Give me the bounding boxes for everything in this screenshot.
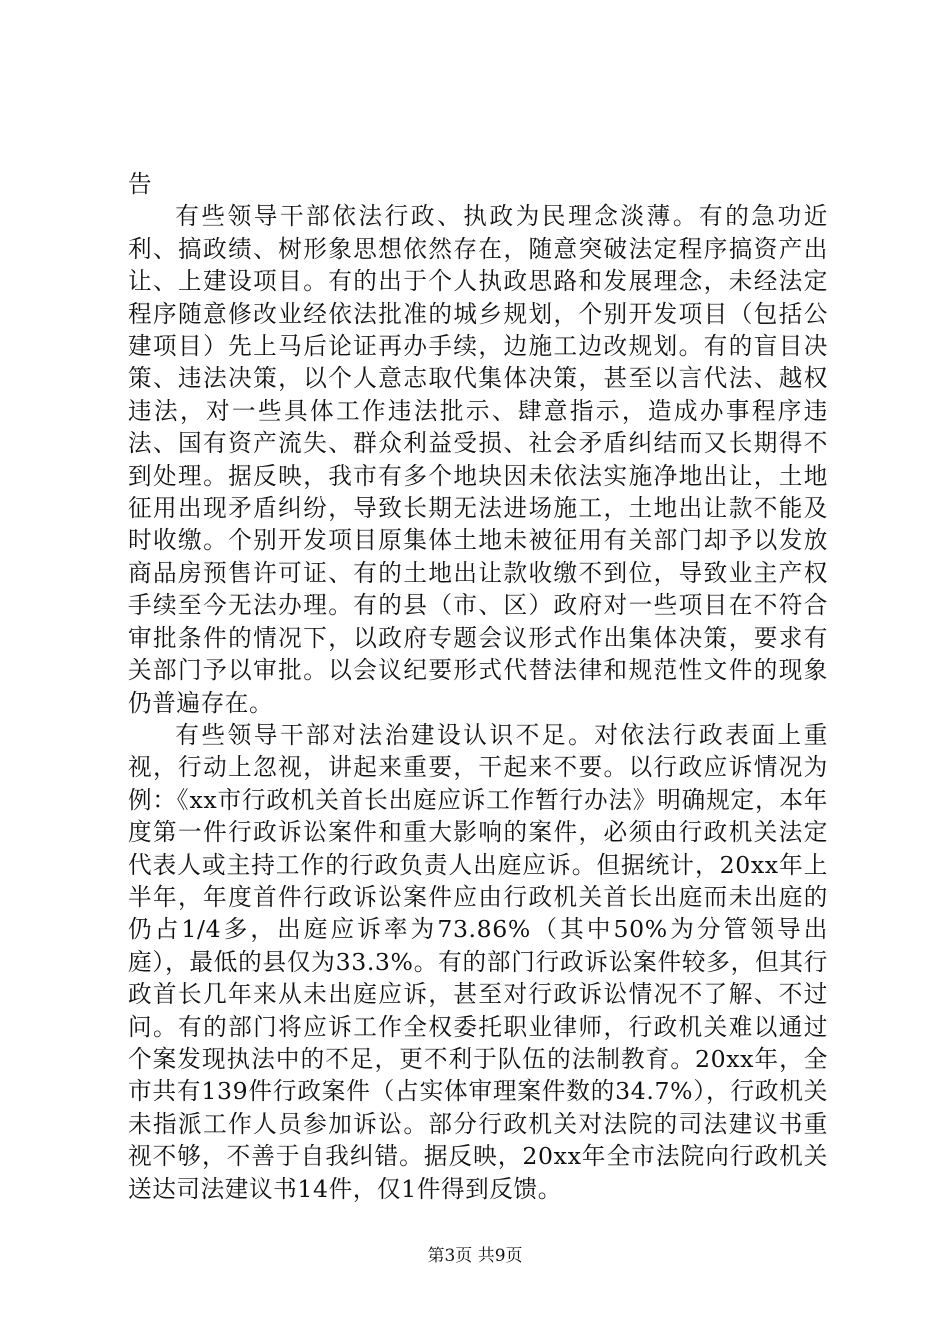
page-number-footer: 第3页 共9页 bbox=[427, 1246, 523, 1266]
paragraph-lawful-administration: 有些领导干部依法行政、执政为民理念淡薄。有的急功近利、搞政绩、树形象思想依然存在，随意突破法定程序搞资产出让、上建设项目。有的出于个人执政思路和发展理念，未经法定程序随意修改业经依法批准的城乡规划，个别开发项目（包括公建项目）先上马后论证再办手续，边施工边改规划。有的盲目决策、违法决策，以个人意志取代集体决策，甚至以言代法、越权违法，对一些具体工作违法批示、肆意指示，造成办事程序违法、国有资产流失、群众利益受损、社会矛盾纠结而又长期得不到处理。据反映，我市有多个地块因未依法实施净地出让，土地征用出现矛盾纠纷，导致长期无法进场施工，土地出让款不能及时收缴。个别开发项目原集体土地未被征用有关部门却予以发放商品房预售许可证、有的土地出让款收缴不到位，导致业主产权手续至今无法办理。有的县（市、区）政府对一些项目在不符合审批条件的情况下，以政府专题会议形式作出集体决策，要求有关部门予以审批。以会议纪要形式代替法律和规范性文件的现象仍普遍存在。 bbox=[128, 202, 828, 717]
paragraph-rule-of-law-awareness: 有些领导干部对法治建设认识不足。对依法行政表面上重视，行动上忽视，讲起来重要，干起来不要。以行政应诉情况为例：《xx市行政机关首长出庭应诉工作暂行办法》明确规定，本年度第一件行政诉讼案件和重大影响的案件，必须由行政机关法定代表人或主持工作的行政负责人出庭应诉。但据统计，20xx年上半年，年度首件行政诉讼案件应由行政机关首长出庭而未出庭的仍占1/4多，出庭应诉率为73.86%（其中50%为分管领导出庭），最低的县仅为33.3%。有的部门行政诉讼案件较多，但其行政首长几年来从未出庭应诉，甚至对行政诉讼情况不了解、不过问。有的部门将应诉工作全权委托职业律师，行政机关难以通过个案发现执法中的不足，更不利于队伍的法制教育。20xx年，全市共有139件行政案件（占实体审理案件数的34.7%），行政机关未指派工作人员参加诉讼。部分行政机关对法院的司法建议书重视不够，不善于自我纠错。据反映，20xx年全市法院向行政机关送达司法建议书14件，仅1件得到反馈。 bbox=[128, 720, 828, 1203]
document-body bbox=[128, 168, 828, 1205]
continuation-text: 告 bbox=[128, 170, 153, 198]
